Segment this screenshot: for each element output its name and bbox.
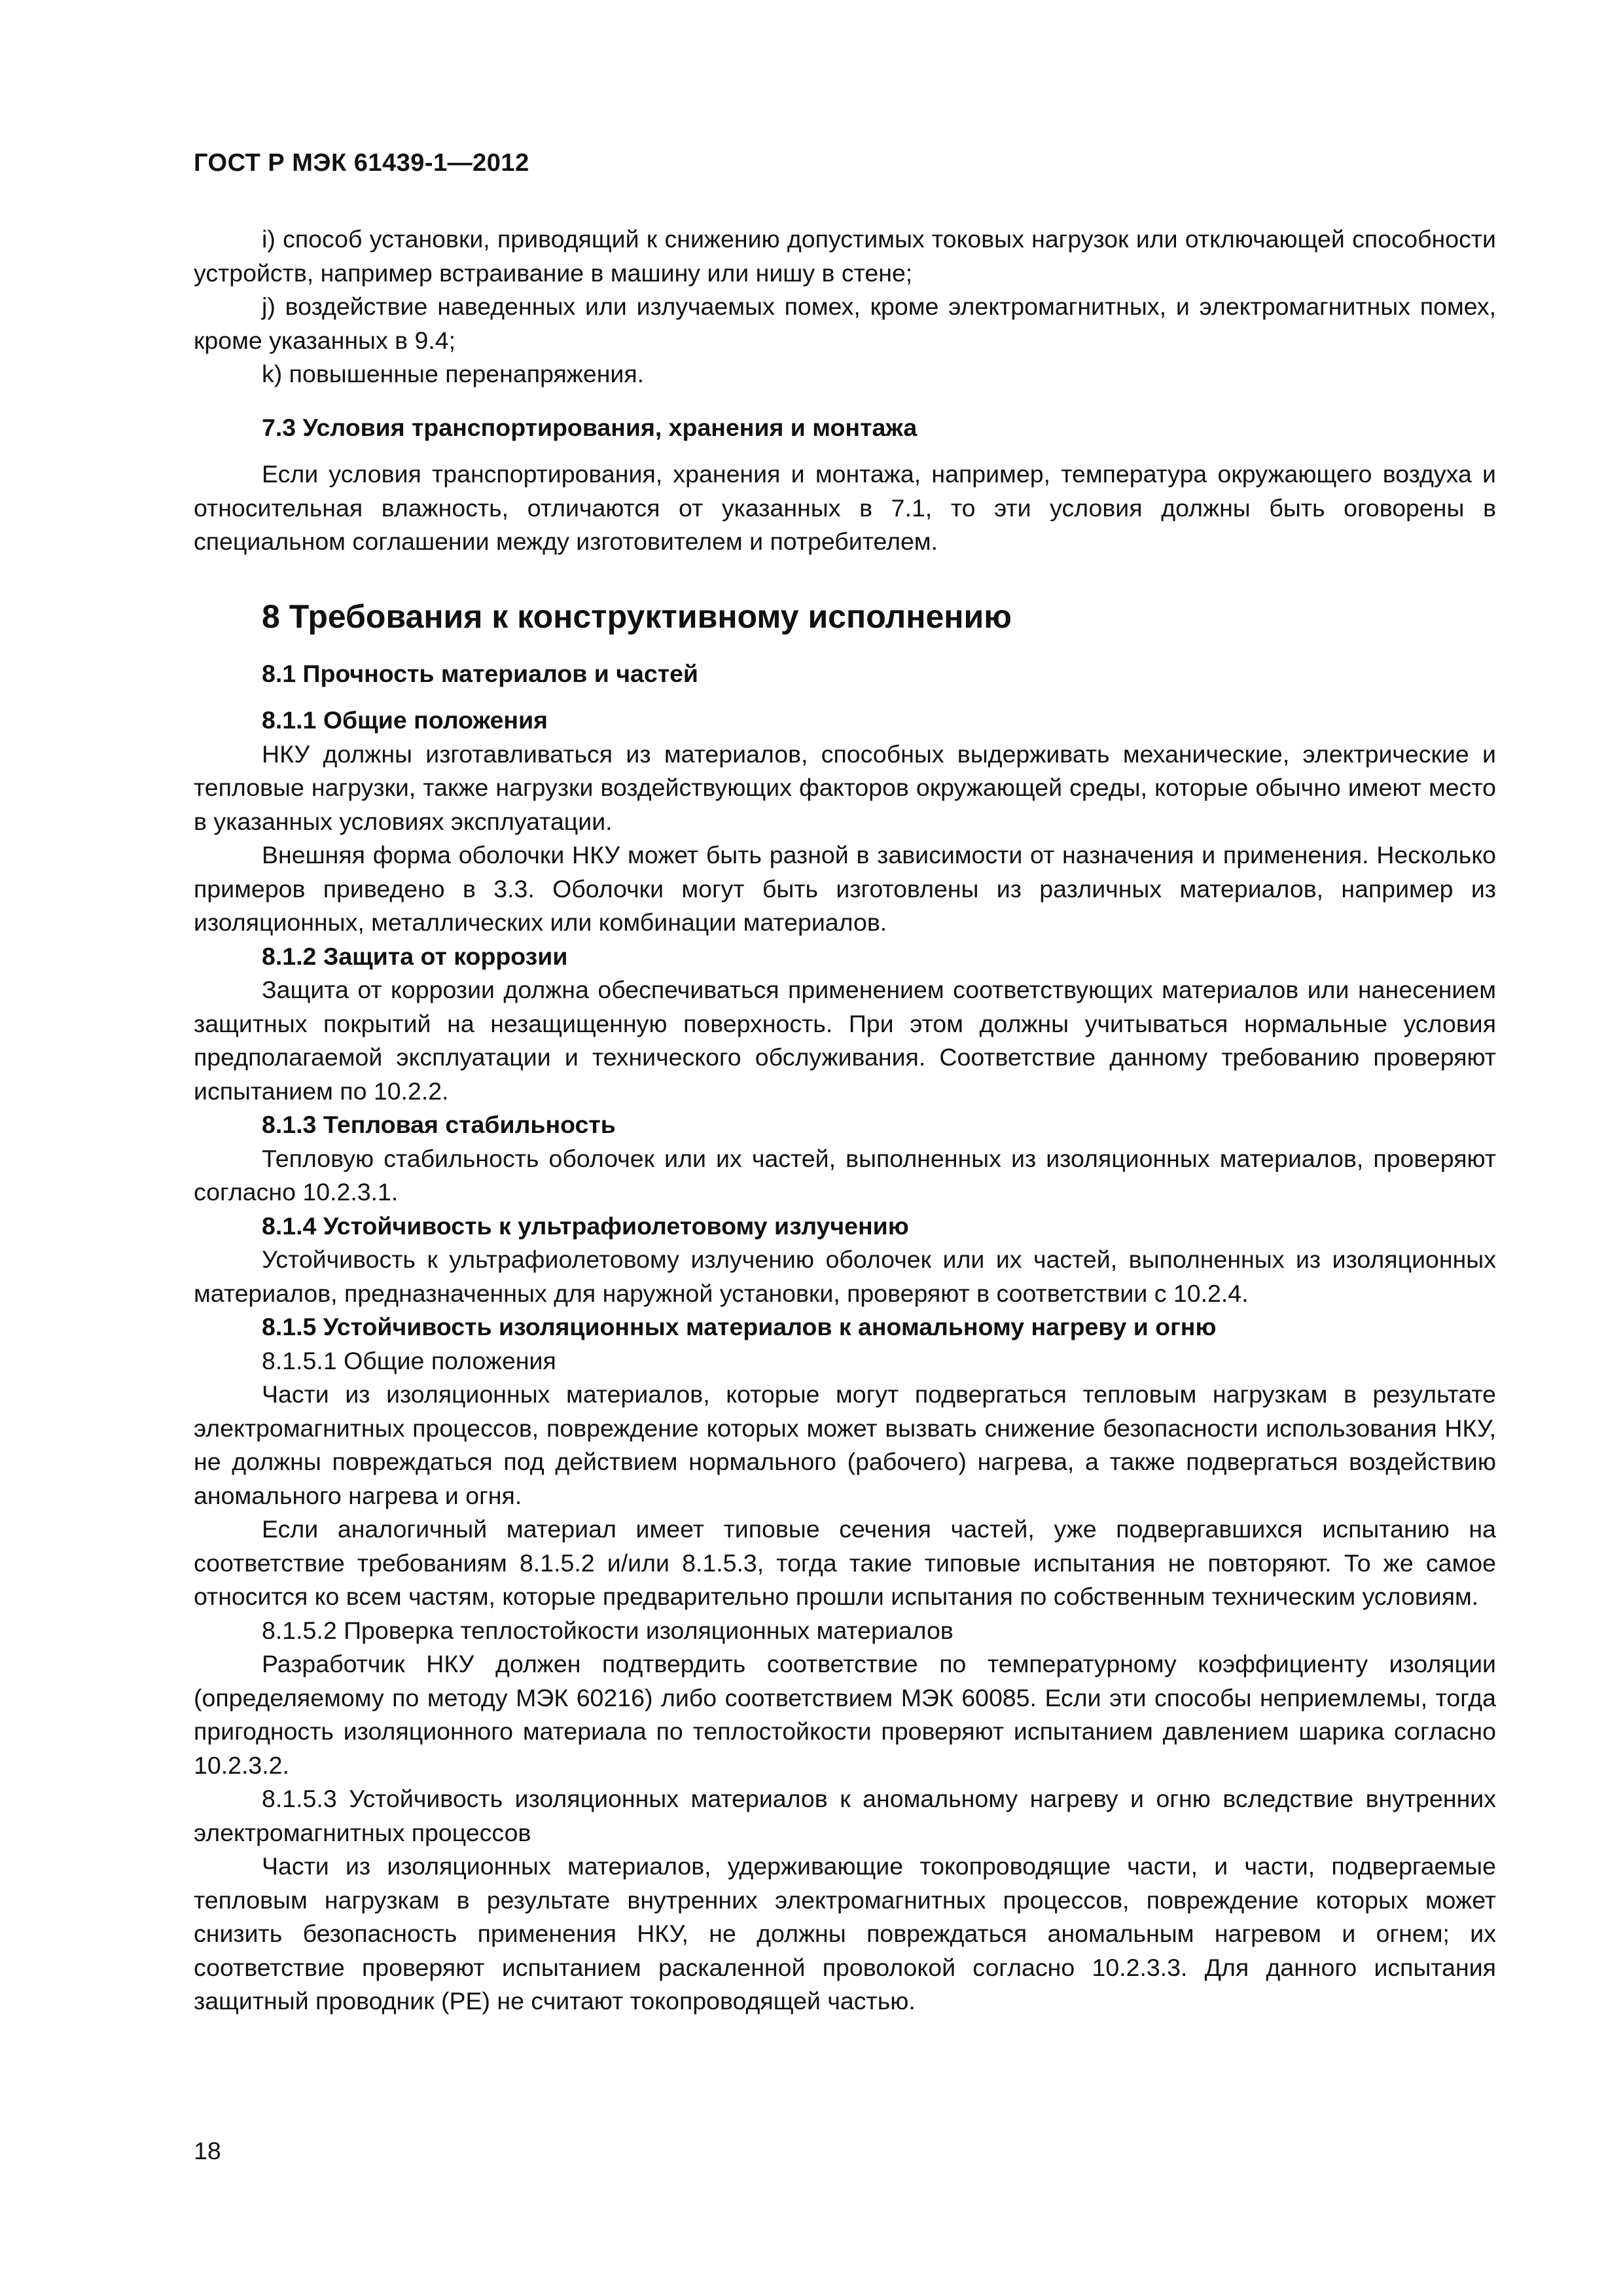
section-8-1-3-paragraph: Тепловую стабильность оболочек или их частей, выполненных из изоляционных материалов, проверяют согласно 10.2.3.1. bbox=[194, 1144, 1496, 1206]
section-8-1-5-heading: 8.1.5 Устойчивость изоляционных материалов к аномальному нагреву и огню bbox=[262, 1313, 1217, 1340]
section-8-1-4-paragraph: Устойчивость к ультрафиолетовому излучению оболочек или их частей, выполненных из изоляционных материалов, предназначенных для наружной установки, проверяют в соответствии с 10.2.4. bbox=[194, 1246, 1496, 1307]
list-item-j: j) воздействие наведенных или излучаемых помех, кроме электромагнитных, и электромагнитных помех, кроме указанных в 9.4; bbox=[194, 293, 1496, 354]
section-8-1-4-heading: 8.1.4 Устойчивость к ультрафиолетовому излучению bbox=[262, 1211, 909, 1240]
section-8-1-1-paragraph-1: НКУ должны изготавливаться из материалов, способных выдерживать механические, электрические и тепловые нагрузки, также нагрузки воздействующих факторов окружающей среды, которые обычно имеют место в указанных условиях эксплуатации. bbox=[194, 740, 1496, 835]
section-8-1-5-1-heading: 8.1.5.1 Общие положения bbox=[262, 1346, 556, 1374]
section-7-3-heading: 7.3 Условия транспортирования, хранения и монтажа bbox=[262, 413, 918, 441]
section-8-1-2-heading: 8.1.2 Защита от коррозии bbox=[262, 942, 568, 970]
section-8-1-heading: 8.1 Прочность материалов и частей bbox=[262, 659, 698, 687]
section-8-heading: 8 Требования к конструктивному исполнению bbox=[262, 598, 1012, 635]
section-8-1-5-1-paragraph-2: Если аналогичный материал имеет типовые сечения частей, уже подвергавшихся испытанию на соответствие требованиям 8.1.5.2 и/или 8.1.5.3, тогда такие типовые испытания не повторяют. То же самое относится ко всем частям, которые предварительно прошли испытания по собственным техническим условиям. bbox=[194, 1515, 1496, 1610]
section-8-1-5-2-heading: 8.1.5.2 Проверка теплостойкости изоляционных материалов bbox=[262, 1616, 954, 1644]
list-item-i: i) способ установки, приводящий к снижению допустимых токовых нагрузок или отключающей способности устройств, например встраивание в машину или нишу в стене; bbox=[194, 225, 1496, 287]
document-header: ГОСТ Р МЭК 61439-1—2012 bbox=[194, 149, 529, 177]
section-7-3-paragraph: Если условия транспортирования, хранения и монтажа, например, температура окружающего воздуха и относительная влажность, отличаются от указанных в 7.1, то эти условия должны быть оговорены в специальном соглашении между изготовителем и потребителем. bbox=[194, 460, 1496, 555]
section-8-1-5-2-paragraph: Разработчик НКУ должен подтвердить соответствие по температурному коэффициенту изоляции (определяемому по методу МЭК 60216) либо соответствием МЭК 60085. Если эти способы неприемлемы, тогда пригодность изоляционного материала по теплостойкости проверяют испытанием давлением шарика согласно 10.2.3.2. bbox=[194, 1650, 1496, 1779]
section-8-1-1-heading: 8.1.1 Общие положения bbox=[262, 706, 548, 734]
section-8-1-2-paragraph: Защита от коррозии должна обеспечиваться применением соответствующих материалов или нанесением защитных покрытий на незащищенную поверхность. При этом должны учитываться нормальные условия предполагаемой эксплуатации и технического обслуживания. Соответствие данному требованию проверяют испытанием по 10.2.2. bbox=[194, 976, 1496, 1105]
section-8-1-5-3-heading: 8.1.5.3 Устойчивость изоляционных материалов к аномальному нагреву и огню вследствие внутренних электромагнитных процессов bbox=[194, 1785, 1496, 1846]
section-8-1-1-paragraph-2: Внешняя форма оболочки НКУ может быть разной в зависимости от назначения и применения. Несколько примеров приведено в 3.3. Оболочки могут быть изготовлены из различных материалов, например из изоляционных, металлических или комбинации материалов. bbox=[194, 841, 1496, 936]
section-8-1-5-1-paragraph-1: Части из изоляционных материалов, которые могут подвергаться тепловым нагрузкам в результате электромагнитных процессов, повреждение которых может вызвать снижение безопасности использования НКУ, не должны повреждаться под действием нормального (рабочего) нагрева, а также подвергаться воздействию аномального нагрева и огня. bbox=[194, 1380, 1496, 1509]
section-8-1-5-3-paragraph: Части из изоляционных материалов, удерживающие токопроводящие части, и части, подвергаемые тепловым нагрузкам в результате внутренних электромагнитных процессов, повреждение которых может снизить безопасность применения НКУ, не должны повреждаться аномальным нагревом и огнем; их соответствие проверяют испытанием раскаленной проволокой согласно 10.2.3.3. Для данного испытания защитный проводник (PE) не считают токопроводящей частью. bbox=[194, 1852, 1496, 2015]
page-number: 18 bbox=[194, 2137, 221, 2164]
list-item-k: k) повышенные перенапряжения. bbox=[262, 360, 645, 387]
document-body bbox=[194, 223, 1496, 2018]
section-8-1-3-heading: 8.1.3 Тепловая стабильность bbox=[262, 1111, 616, 1138]
